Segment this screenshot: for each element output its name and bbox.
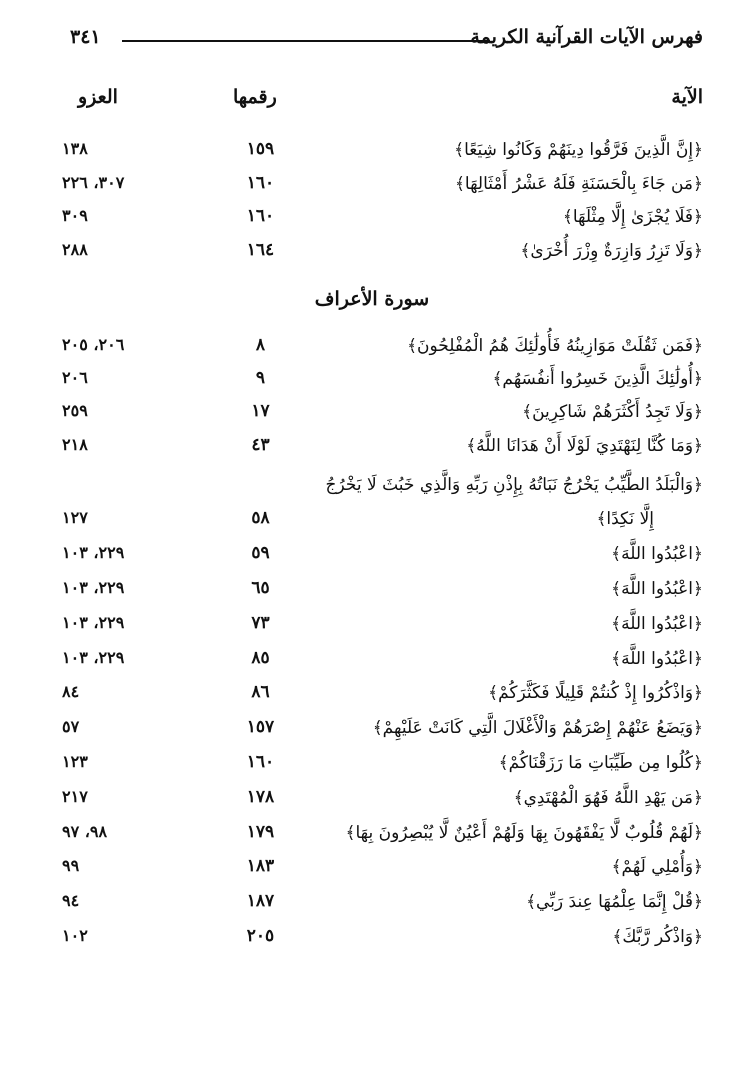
table-row xyxy=(0,856,744,886)
ayah-number: ١٦٠ xyxy=(246,173,275,193)
table-row xyxy=(0,613,744,643)
ayah-text: ﴿كُلُوا مِن طَيِّبَاتِ مَا رَزَقْنَاكُمْ﴾ xyxy=(498,753,703,773)
reference-pages xyxy=(62,368,182,387)
ayah-text-continuation: إِلَّا نَكِدًا﴾ xyxy=(596,509,654,529)
ayah-text: ﴿اعْبُدُوا اللَّهَ﴾ xyxy=(611,579,703,599)
table-row xyxy=(0,752,744,782)
reference-value: ١٢٧ xyxy=(62,508,88,527)
table-row xyxy=(0,787,744,817)
reference-value: ١٣٨ xyxy=(62,139,88,158)
reference-pages xyxy=(62,335,182,354)
reference-pages xyxy=(62,891,182,910)
ayah-number: ٥٩ xyxy=(251,543,270,563)
reference-pages xyxy=(62,926,182,945)
table-row xyxy=(0,682,744,712)
ayah-text: ﴿اعْبُدُوا اللَّهَ﴾ xyxy=(611,649,703,669)
ayah-text: ﴿مَن يَهْدِ اللَّهُ فَهُوَ الْمُهْتَدِي﴾ xyxy=(513,788,703,808)
reference-value: ٣٠٧، ٢٢٦ xyxy=(62,173,125,192)
header-rule xyxy=(122,40,490,42)
table-row xyxy=(0,368,744,398)
ayah-text: ﴿وَالْبَلَدُ الطَّيِّبُ يَخْرُجُ نَبَاتُهُ بِإِذْنِ رَبِّهِ وَالَّذِي خَبُثَ لَا يَخْرُجُ xyxy=(325,475,703,495)
ayah-text: ﴿فَمَن ثَقُلَتْ مَوَازِينُهُ فَأُولَٰئِكَ هُمُ الْمُفْلِحُونَ﴾ xyxy=(407,336,703,356)
ayah-text: ﴿لَهُمْ قُلُوبٌ لَّا يَفْقَهُونَ بِهَا وَلَهُمْ أَعْيُنٌ لَّا يُبْصِرُونَ بِهَا﴾ xyxy=(345,823,703,843)
reference-pages xyxy=(62,139,182,158)
table-row xyxy=(0,717,744,747)
reference-pages xyxy=(62,240,182,259)
reference-value: ٢٠٦، ٢٠٥ xyxy=(62,335,125,354)
ayah-text: ﴿إِنَّ الَّذِينَ فَرَّقُوا دِينَهُمْ وَكَانُوا شِيَعًا﴾ xyxy=(454,140,703,160)
ayah-number: ٨٥ xyxy=(251,648,270,668)
reference-value: ٩٩ xyxy=(62,856,80,875)
reference-value: ٢٢٩، ١٠٣ xyxy=(62,543,125,562)
table-row xyxy=(0,240,744,270)
ayah-text: ﴿وَلَا تَجِدُ أَكْثَرَهُمْ شَاكِرِينَ﴾ xyxy=(522,402,703,422)
reference-value: ١٢٣ xyxy=(62,752,88,771)
column-header-ayah: الآية xyxy=(671,86,703,108)
ayah-text: ﴿وَاذْكُرُوا إِذْ كُنتُمْ قَلِيلًا فَكَثَّرَكُمْ﴾ xyxy=(488,683,703,703)
table-row xyxy=(0,206,744,236)
reference-pages xyxy=(62,401,182,420)
surah-heading: سورة الأعراف xyxy=(314,288,430,310)
table-row xyxy=(0,508,744,538)
table-row xyxy=(0,648,744,678)
ayah-number: ١٦٠ xyxy=(246,206,275,226)
reference-pages xyxy=(62,206,182,225)
ayah-number: ٨٦ xyxy=(251,682,270,702)
ayah-text: ﴿أُولَٰئِكَ الَّذِينَ خَسِرُوا أَنفُسَهُم﴾ xyxy=(492,369,703,389)
reference-pages xyxy=(62,613,182,632)
table-row xyxy=(0,435,744,465)
reference-value: ٩٤ xyxy=(62,891,80,910)
reference-pages xyxy=(62,856,182,875)
reference-pages xyxy=(62,717,182,736)
reference-value: ٢٢٩، ١٠٣ xyxy=(62,613,125,632)
ayah-text: ﴿مَن جَاءَ بِالْحَسَنَةِ فَلَهُ عَشْرُ أَمْثَالِهَا﴾ xyxy=(454,174,703,194)
reference-value: ٢٠٦ xyxy=(62,368,88,387)
ayah-number: ١٥٧ xyxy=(246,717,275,737)
table-row xyxy=(0,173,744,203)
reference-value: ١٠٢ xyxy=(62,926,88,945)
table-row xyxy=(0,543,744,573)
column-header-number: رقمها xyxy=(233,86,277,108)
ayah-number: ١٧ xyxy=(251,401,270,421)
reference-value: ٢١٨ xyxy=(62,435,88,454)
reference-pages xyxy=(62,822,182,841)
ayah-text: ﴿وَمَا كُنَّا لِنَهْتَدِيَ لَوْلَا أَنْ هَدَانَا اللَّهُ﴾ xyxy=(466,436,703,456)
page-number: ٣٤١ xyxy=(70,26,101,48)
table-row xyxy=(0,578,744,608)
ayah-text: ﴿اعْبُدُوا اللَّهَ﴾ xyxy=(611,544,703,564)
reference-value: ٢٢٩، ١٠٣ xyxy=(62,578,125,597)
ayah-number: ٧٣ xyxy=(251,613,270,633)
ayah-number: ١٨٧ xyxy=(246,891,275,911)
table-row xyxy=(0,926,744,956)
reference-pages xyxy=(62,752,182,771)
ayah-text: ﴿اعْبُدُوا اللَّهَ﴾ xyxy=(611,614,703,634)
reference-value: ٢٢٩، ١٠٣ xyxy=(62,648,125,667)
reference-pages xyxy=(62,648,182,667)
running-header xyxy=(70,26,703,56)
reference-value: ٥٧ xyxy=(62,717,80,736)
table-row xyxy=(0,139,744,169)
reference-value: ٨٤ xyxy=(62,682,80,701)
ayah-text: ﴿وَاذْكُر رَّبَّكَ﴾ xyxy=(612,927,703,947)
reference-value: ٢٨٨ xyxy=(62,240,88,259)
ayah-number: ٢٠٥ xyxy=(246,926,275,946)
ayah-number: ٦٥ xyxy=(251,578,270,598)
reference-value: ٣٠٩ xyxy=(62,206,88,225)
reference-pages xyxy=(62,578,182,597)
ayah-number: ١٥٩ xyxy=(246,139,275,159)
ayah-number: ٤٣ xyxy=(251,435,270,455)
ayah-text: ﴿وَيَضَعُ عَنْهُمْ إِصْرَهُمْ وَالْأَغْلَالَ الَّتِي كَانَتْ عَلَيْهِمْ﴾ xyxy=(372,718,703,738)
reference-pages xyxy=(62,787,182,806)
reference-pages xyxy=(62,543,182,562)
ayah-number: ١٦٠ xyxy=(246,752,275,772)
reference-pages xyxy=(62,435,182,454)
table-row xyxy=(0,822,744,852)
table-row xyxy=(0,335,744,365)
column-header-reference: العزو xyxy=(78,86,118,108)
ayah-number: ١٧٨ xyxy=(246,787,275,807)
ayah-number: ١٧٩ xyxy=(246,822,275,842)
ayah-text: ﴿فَلَا يُجْزَىٰ إِلَّا مِثْلَهَا﴾ xyxy=(562,207,703,227)
ayah-number: ١٦٤ xyxy=(246,240,275,260)
running-header-title: فهرس الآيات القرآنية الكريمة xyxy=(470,26,703,48)
ayah-number: ٨ xyxy=(255,335,266,355)
reference-value: ٢١٧ xyxy=(62,787,88,806)
ayah-text: ﴿قُلْ إِنَّمَا عِلْمُهَا عِندَ رَبِّي﴾ xyxy=(526,892,703,912)
reference-pages xyxy=(62,173,182,192)
ayah-text: ﴿وَأُمْلِي لَهُمْ﴾ xyxy=(611,857,703,877)
ayah-text: ﴿وَلَا تَزِرُ وَازِرَةٌ وِزْرَ أُخْرَىٰ﴾ xyxy=(520,241,703,261)
table-row xyxy=(0,891,744,921)
reference-value: ٩٨، ٩٧ xyxy=(62,822,108,841)
ayah-number: ٥٨ xyxy=(251,508,270,528)
table-row xyxy=(0,401,744,431)
reference-pages xyxy=(62,508,182,527)
ayah-number: ١٨٣ xyxy=(246,856,275,876)
ayah-number: ٩ xyxy=(255,368,266,388)
reference-pages xyxy=(62,682,182,701)
reference-value: ٢٥٩ xyxy=(62,401,88,420)
table-row-multiline xyxy=(0,474,744,504)
